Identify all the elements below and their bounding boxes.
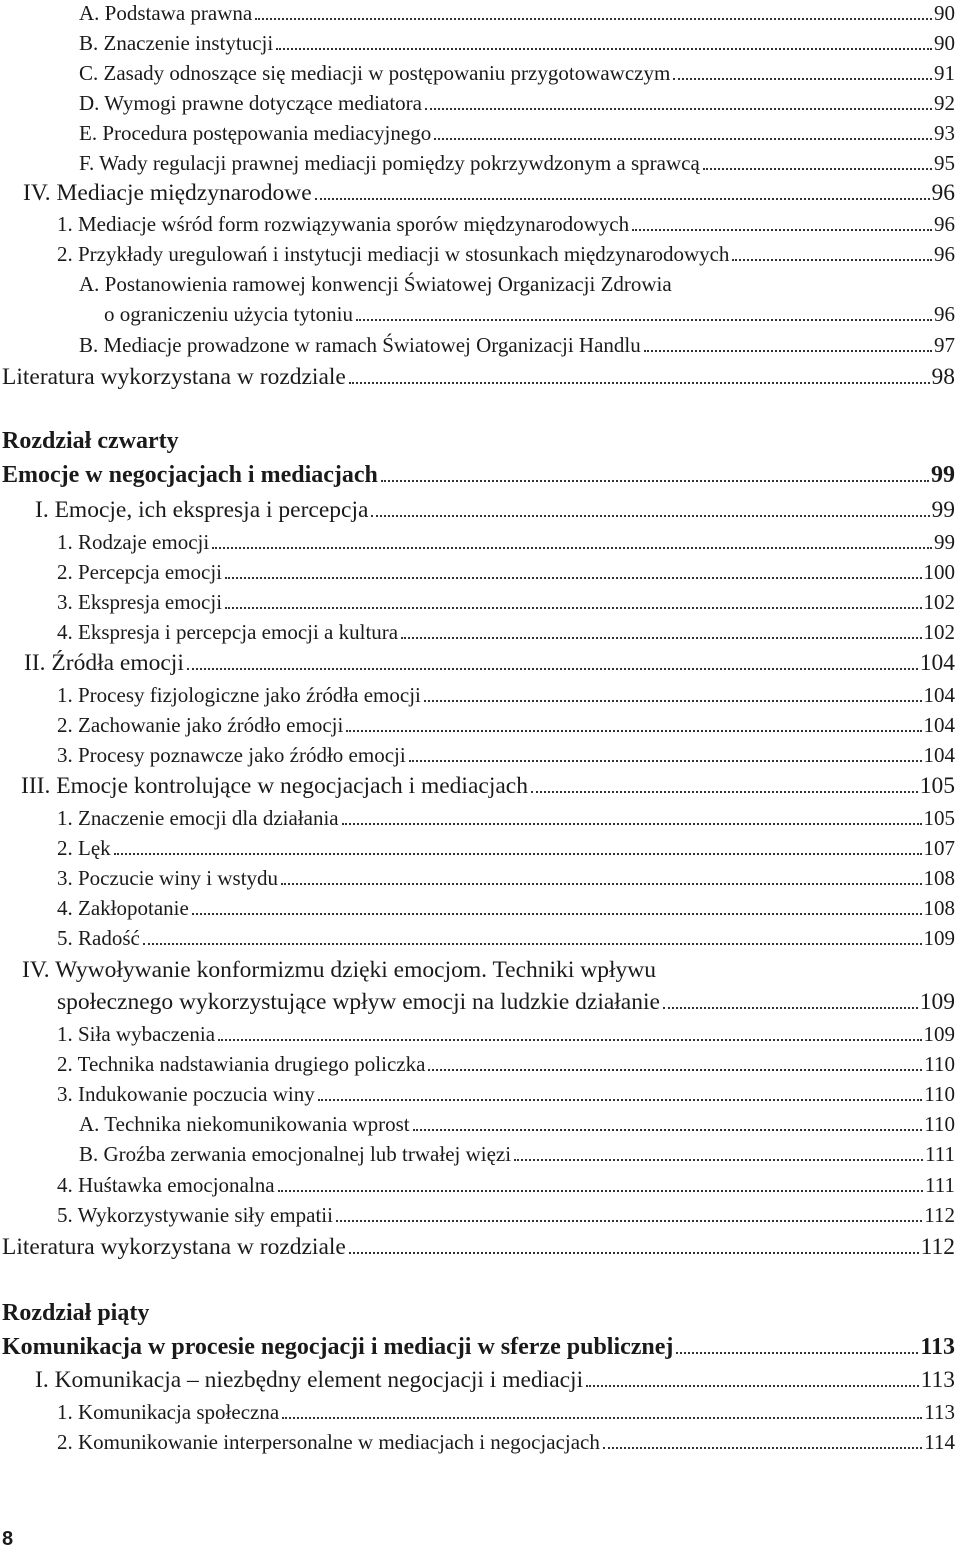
toc-entry: [0, 1172, 955, 1202]
page-number: 8: [2, 1528, 14, 1550]
toc-entry-page: 111: [925, 1142, 955, 1166]
toc-entry-title: Literatura wykorzystana w rozdziale: [2, 1234, 346, 1260]
toc-entry-page: 104: [923, 713, 955, 737]
toc-entry: [0, 1141, 955, 1171]
toc-entry: [0, 271, 955, 331]
toc-entry-page: 102: [923, 620, 955, 644]
chapter-heading: Rozdział piąty: [2, 1300, 150, 1326]
toc-entry-title: 1. Znaczenie emocji dla działania: [57, 806, 339, 830]
toc-entry-title: D. Wymogi prawne dotyczące mediatora: [79, 91, 422, 115]
toc-entry-page: 99: [931, 497, 955, 523]
toc-entry: [0, 925, 955, 955]
toc-entry: [0, 30, 955, 60]
toc-entry: [0, 211, 955, 241]
toc-entry: [0, 529, 955, 559]
toc-entry: [0, 1051, 955, 1081]
toc-entry: [0, 682, 955, 712]
chapter-title-entry: [0, 1333, 955, 1363]
toc-entry-page: 113: [920, 1334, 955, 1360]
chapter-title: Emocje w negocjacjach i mediacjach: [2, 462, 378, 488]
toc-entry-page: 109: [923, 1022, 955, 1046]
toc-entry-page: 90: [934, 1, 955, 25]
toc-entry-title: 3. Indukowanie poczucia winy: [57, 1082, 315, 1106]
toc-entry-title: 5. Wykorzystywanie siły empatii: [57, 1203, 333, 1227]
toc-entry-page: 102: [923, 590, 955, 614]
toc-entry-page: 97: [934, 333, 955, 357]
chapter-title: Komunikacja w procesie negocjacji i mediacji w sferze publicznej: [2, 1334, 674, 1360]
toc-entry-title: 1. Mediacje wśród form rozwiązywania sporów międzynarodowych: [57, 212, 630, 236]
toc-entry-page: 108: [923, 896, 955, 920]
chapter-title-entry: [0, 461, 955, 491]
toc-entry-page: 104: [923, 743, 955, 767]
toc-entry-page: 93: [934, 121, 955, 145]
toc-entry-page: 96: [931, 180, 955, 206]
toc-entry-page: 96: [934, 212, 955, 236]
toc-entry-page: 112: [920, 1234, 955, 1260]
toc-entry: [0, 241, 955, 271]
toc-entry-title: 2. Lęk: [57, 836, 111, 860]
toc-entry-title: 2. Komunikowanie interpersonalne w mediacjach i negocjacjach: [57, 1430, 600, 1454]
toc-entry: [0, 589, 955, 619]
toc-entry: [0, 772, 955, 802]
toc-entry-title: B. Groźba zerwania emocjonalnej lub trwałej więzi: [79, 1142, 512, 1166]
toc-entry: [0, 120, 955, 150]
toc-entry: [0, 150, 955, 180]
toc-entry-page: 98: [931, 364, 955, 390]
toc-entry-page: 108: [923, 866, 955, 890]
toc-entry-title: E. Procedura postępowania mediacyjnego: [79, 121, 432, 145]
toc-entry: [0, 1111, 955, 1141]
toc-entry: [0, 712, 955, 742]
toc-entry-title-cont: społecznego wykorzystujące wpływ emocji na ludzkie działanie: [57, 989, 660, 1015]
toc-entry: [0, 1399, 955, 1429]
toc-entry: [0, 805, 955, 835]
toc-entry-title: C. Zasady odnoszące się mediacji w postępowaniu przygotowawczym: [79, 61, 671, 85]
toc-entry-title: 4. Ekspresja i percepcja emocji a kultura: [57, 620, 399, 644]
toc-entry: [0, 956, 955, 1022]
toc-entry-title: 3. Poczucie winy i wstydu: [57, 866, 279, 890]
toc-entry-page: 90: [934, 31, 955, 55]
toc-entry-title: 4. Zakłopotanie: [57, 896, 189, 920]
toc-entry-title: I. Emocje, ich ekspresja i percepcja: [35, 497, 369, 523]
toc-entry: [0, 497, 955, 527]
toc-entry: [0, 835, 955, 865]
toc-entry-title: 2. Zachowanie jako źródło emocji: [57, 713, 344, 737]
toc-entry-page: 95: [934, 151, 955, 175]
toc-entry: [0, 60, 955, 90]
toc-entry: [0, 1021, 955, 1051]
toc-entry: [0, 895, 955, 925]
toc-entry-title: IV. Wywoływanie konformizmu dzięki emocjom. Techniki wpływu: [22, 957, 656, 983]
toc-entry-title: 1. Rodzaje emocji: [57, 530, 210, 554]
toc-entry: [0, 1429, 955, 1459]
toc-entry: [0, 180, 955, 210]
toc-entry-title: 2. Przykłady uregulowań i instytucji mediacji w stosunkach międzynarodowych: [57, 242, 730, 266]
toc-entry-page: 113: [920, 1367, 955, 1393]
toc-entry-title: 3. Procesy poznawcze jako źródło emocji: [57, 743, 406, 767]
toc-entry-title: I. Komunikacja – niezbędny element negocjacji i mediacji: [35, 1367, 584, 1393]
chapter-heading: Rozdział czwarty: [2, 428, 179, 454]
toc-entry: [0, 619, 955, 649]
toc-entry-page: 110: [924, 1112, 955, 1136]
toc-entry-title: 4. Huśtawka emocjonalna: [57, 1173, 275, 1197]
toc-entry-title: 2. Technika nadstawiania drugiego policzka: [57, 1052, 426, 1076]
toc-entry: [0, 332, 955, 362]
toc-entry-title-cont: o ograniczeniu użycia tytoniu: [104, 302, 353, 326]
toc-entry: [0, 0, 955, 30]
toc-entry-page: 96: [934, 242, 955, 266]
toc-entry: [0, 90, 955, 120]
toc-entry-title: A. Postanowienia ramowej konwencji Światowej Organizacji Zdrowia: [79, 272, 672, 296]
toc-entry-page: 96: [934, 302, 955, 326]
toc-entry-page: 105: [919, 773, 955, 799]
toc-entry-title: F. Wady regulacji prawnej mediacji pomiędzy pokrzywdzonym a sprawcą: [79, 151, 700, 175]
toc-entry: [0, 1081, 955, 1111]
toc-entry-page: 104: [923, 683, 955, 707]
toc-entry-page: 110: [924, 1082, 955, 1106]
toc-entry-title: IV. Mediacje międzynarodowe: [23, 180, 312, 206]
toc-entry-title: II. Źródła emocji: [24, 650, 184, 676]
toc-entry-page: 109: [919, 989, 955, 1015]
toc-entry: [0, 1366, 955, 1396]
toc-entry-title: 3. Ekspresja emocji: [57, 590, 223, 614]
toc-entry: [0, 649, 955, 679]
toc-entry: [0, 559, 955, 589]
toc-entry-title: 1. Siła wybaczenia: [57, 1022, 216, 1046]
toc-entry-page: 99: [934, 530, 955, 554]
toc-entry-page: 91: [934, 61, 955, 85]
toc-entry-title: 1. Komunikacja społeczna: [57, 1400, 280, 1424]
toc-entry-page: 109: [923, 926, 955, 950]
toc-entry-page: 114: [924, 1430, 955, 1454]
toc-entry: [0, 742, 955, 772]
toc-entry: [0, 1233, 955, 1263]
toc-entry-page: 110: [924, 1052, 955, 1076]
toc-entry-title: B. Mediacje prowadzone w ramach Światowej Organizacji Handlu: [79, 333, 641, 357]
toc-entry-title: Literatura wykorzystana w rozdziale: [2, 364, 346, 390]
toc-entry-page: 107: [923, 836, 955, 860]
toc-entry-page: 105: [923, 806, 955, 830]
toc-entry-page: 111: [925, 1173, 955, 1197]
toc-entry-page: 113: [924, 1400, 955, 1424]
toc-entry-page: 99: [931, 462, 955, 488]
toc-entry-page: 92: [934, 91, 955, 115]
toc-entry-title: 2. Percepcja emocji: [57, 560, 223, 584]
toc-entry: [0, 362, 955, 392]
toc-entry: [0, 865, 955, 895]
toc-entry-page: 112: [924, 1203, 955, 1227]
toc-entry-title: 5. Radość: [57, 926, 140, 950]
toc-entry-title: A. Technika niekomunikowania wprost: [79, 1112, 410, 1136]
toc-entry-title: B. Znaczenie instytucji: [79, 31, 274, 55]
toc-entry: [0, 1202, 955, 1232]
toc-entry-title: III. Emocje kontrolujące w negocjacjach i mediacjach: [21, 773, 528, 799]
toc-entry-page: 100: [923, 560, 955, 584]
toc-entry-page: 104: [919, 650, 955, 676]
toc-entry-title: 1. Procesy fizjologiczne jako źródła emocji: [57, 683, 421, 707]
toc-entry-title: A. Podstawa prawna: [79, 1, 253, 25]
